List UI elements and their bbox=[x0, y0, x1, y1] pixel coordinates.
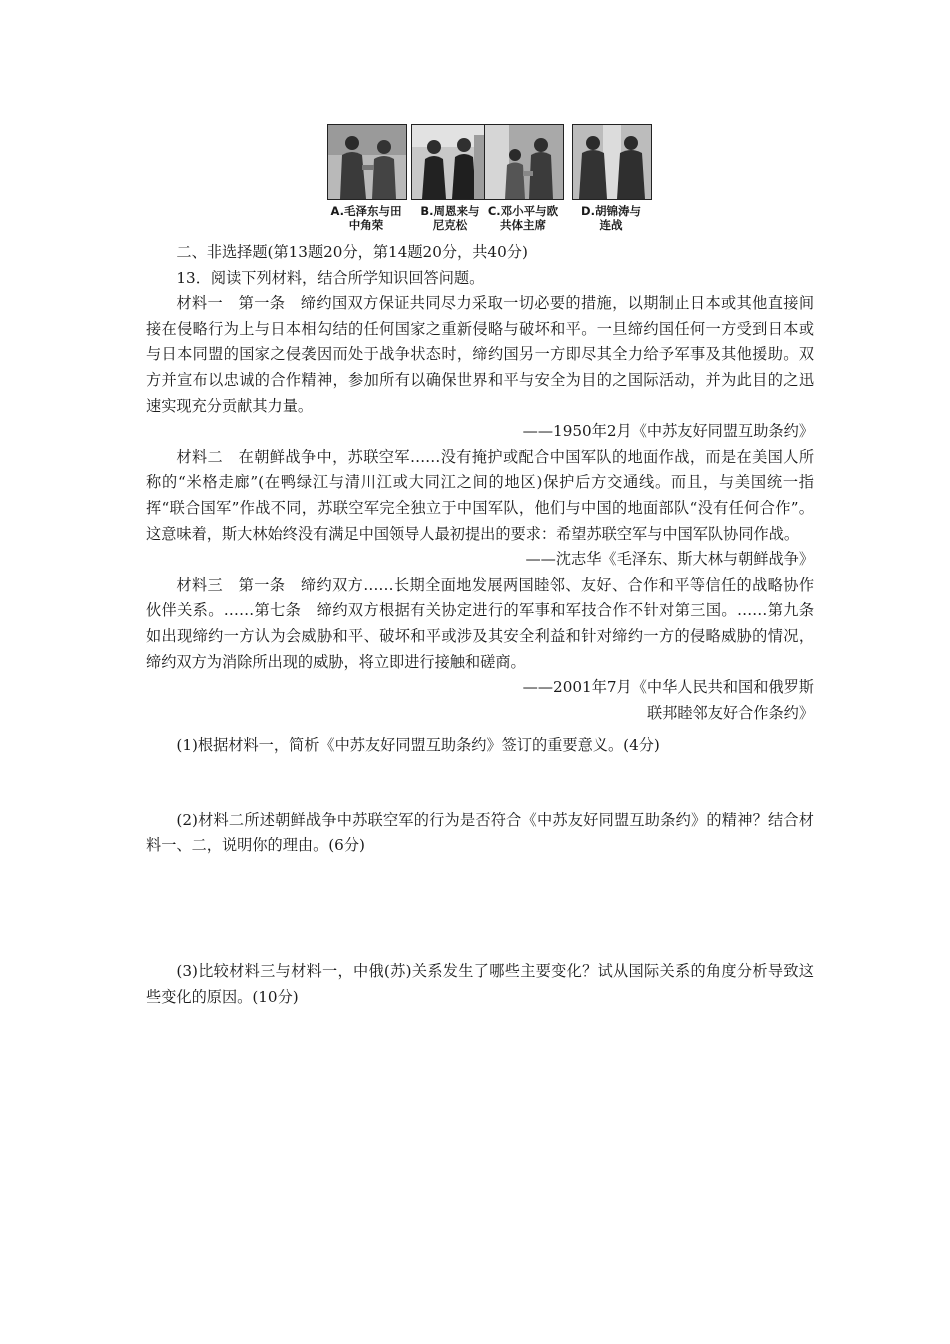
photo-option-c bbox=[484, 124, 564, 200]
material-3-source-line1: ——2001年7月《中华人民共和国和俄罗斯 bbox=[522, 678, 814, 697]
answer-space-1 bbox=[146, 759, 814, 808]
sub-question-2: (2)材料二所述朝鲜战争中苏联空军的行为是否符合《中苏友好同盟互助条约》的精神？结合材料一、二，说明你的理由。(6分) bbox=[146, 810, 814, 855]
section-title: 二、非选择题(第13题20分，第14题20分，共40分) bbox=[176, 243, 528, 261]
photo-option-a bbox=[327, 124, 407, 200]
handshake-photo-icon bbox=[485, 125, 563, 199]
answer-space-2 bbox=[146, 859, 814, 959]
material-1-text: 材料一 第一条 缔约国双方保证共同尽力采取一切必要的措施，以期制止日本或其他直接间接在侵略行为上与日本相勾结的任何国家之重新侵略与破坏和平。一旦缔约国任何一方受到日本或与日本同盟的国家之侵袭因而处于战争状态时，缔约国另一方即尽其全力给予军事及其他援助。双方并宣布以忠诚的合作精神，参加所有以确保世界和平与安全为目的之国际活动，并为此目的之迅速实现充分贡献其力量。 bbox=[146, 294, 814, 415]
photo-caption-c: C.邓小平与欧 共体主席 bbox=[487, 204, 559, 232]
handshake-photo-icon bbox=[573, 125, 651, 199]
option-photos bbox=[327, 124, 653, 236]
photo-option-d bbox=[572, 124, 652, 200]
sub-question-3: (3)比较材料三与材料一，中俄(苏)关系发生了哪些主要变化？试从国际关系的角度分析导致这些变化的原因。(10分) bbox=[146, 962, 814, 1006]
material-2-text: 材料二 在朝鲜战争中，苏联空军……没有掩护或配合中国军队的地面作战，而是在美国人所称的“米格走廊”(在鸭绿江与清川江或大同江之间的地区)保护后方交通线。而且，与美国统一指挥“联合国军”作战不同，苏联空军完全独立于中国军队，他们与中国的地面部队“没有任何合作”。这意味着，斯大林始终没有满足中国领导人最初提出的要求：希望苏联空军与中国军队协同作战。 bbox=[146, 447, 814, 543]
material-3-source-line2: 联邦睦邻友好合作条约》 bbox=[646, 703, 814, 722]
handshake-photo-icon bbox=[328, 125, 406, 199]
question-content bbox=[146, 240, 830, 1010]
material-2-source: ——沈志华《毛泽东、斯大林与朝鲜战争》 bbox=[525, 550, 814, 569]
photo-caption-a: A.毛泽东与田 中角荣 bbox=[330, 204, 402, 232]
question-13-stem: 13．阅读下列材料，结合所学知识回答问题。 bbox=[176, 268, 485, 287]
sub-question-1: (1)根据材料一，简析《中苏友好同盟互助条约》签订的重要意义。(4分) bbox=[176, 736, 660, 755]
photo-caption-d: D.胡锦涛与 连战 bbox=[581, 204, 641, 232]
photo-caption-b: B.周恩来与 尼克松 bbox=[420, 204, 480, 232]
material-3-text: 材料三 第一条 缔约双方……长期全面地发展两国睦邻、友好、合作和平等信任的战略协作伙伴关系。……第七条 缔约双方根据有关协定进行的军事和军技合作不针对第三国。……第九条 如出现缔约一方认为会威胁和平、破坏和平或涉及其安全利益和针对缔约一方的侵略威胁的情况，缔约双方为消除所出现的威胁，将立即进行接触和磋商。 bbox=[146, 575, 830, 671]
material-1-source: ——1950年2月《中苏友好同盟互助条约》 bbox=[522, 422, 814, 441]
photo-option-b bbox=[411, 124, 491, 200]
handshake-photo-icon bbox=[412, 125, 490, 199]
